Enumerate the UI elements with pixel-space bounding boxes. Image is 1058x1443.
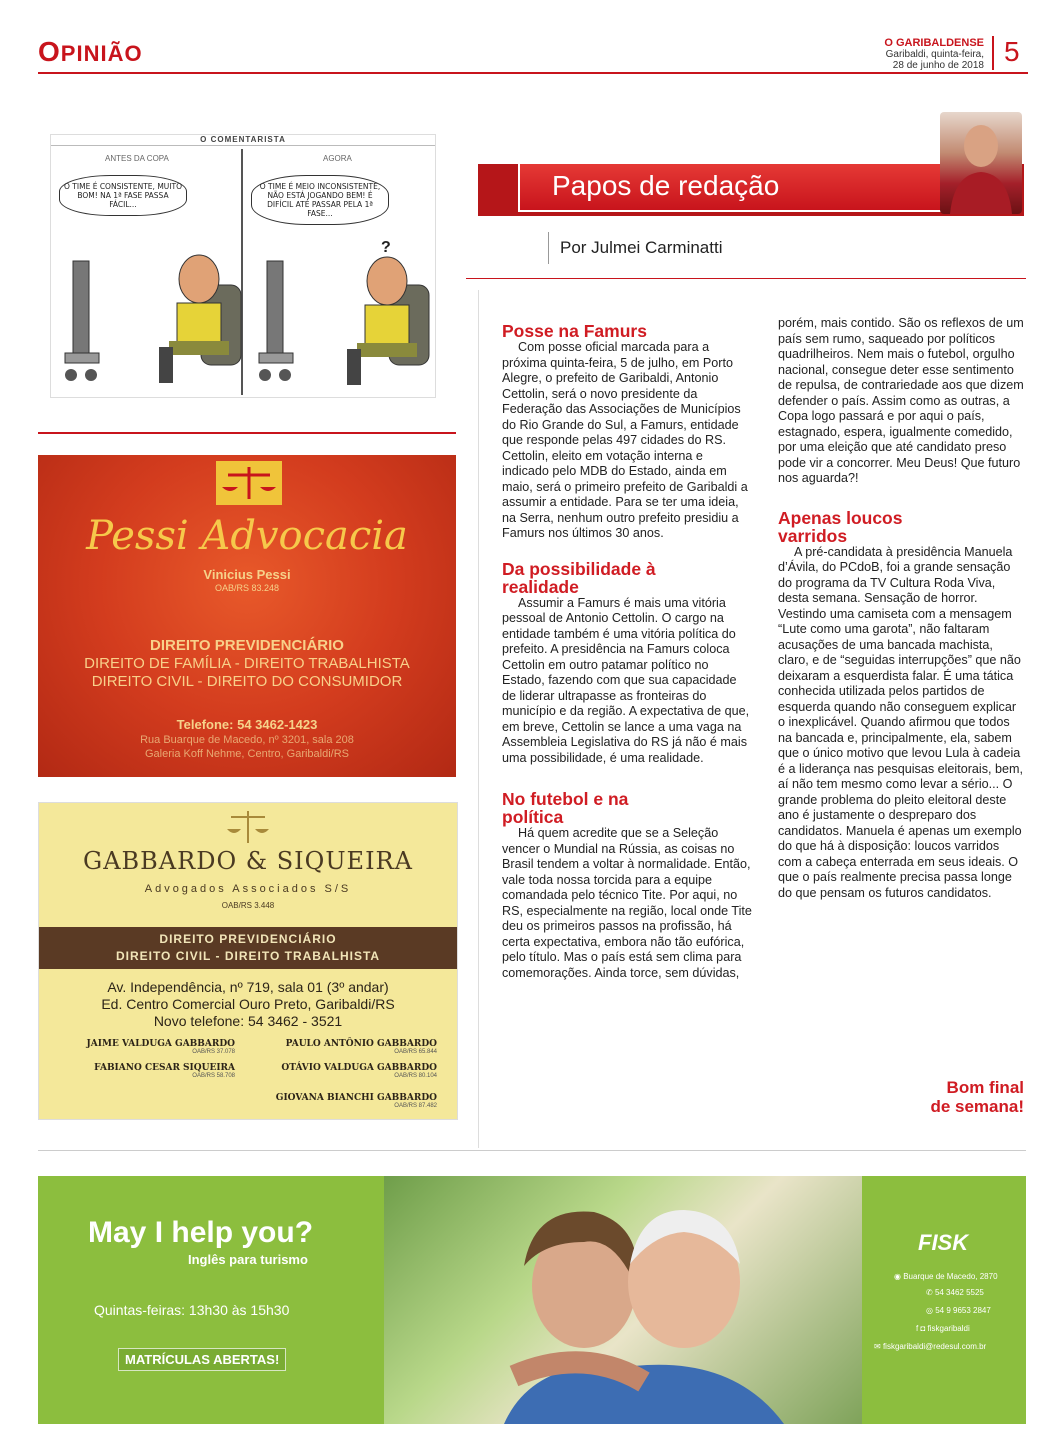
pessi-area-2: DIREITO DE FAMÍLIA - DIREITO TRABALHISTA [84,655,410,672]
closing-line-2: de semana! [930,1097,1024,1116]
pessi-oab: OAB/RS 83.248 [214,583,280,593]
enrollment-button[interactable]: MATRÍCULAS ABERTAS! [118,1348,286,1371]
section-heading-1: Posse na Famurs [502,321,647,341]
section-heading-4: Apenas loucos varridos [778,507,903,546]
fisk-schedule: Quintas-feiras: 13h30 às 15h30 [94,1302,290,1318]
closing-line-1: Bom final [946,1078,1024,1097]
header-rule [38,72,1028,74]
gabbardo-areas-band [39,927,457,969]
left-column-rule [38,432,456,434]
page-separator [992,36,994,70]
scales-icon [225,809,271,845]
left-speech-bubble: O TIME É CONSISTENTE, MUITO BOM! NA 1ª FASE PASSA FÁCIL... [59,175,187,216]
pessi-area-3: DIREITO CIVIL - DIREITO DO CONSUMIDOR [91,673,403,690]
byline: Por Julmei Carminatti [560,238,723,257]
gabbardo-name: GABBARDO & SIQUEIRA [83,847,413,875]
fisk-logo: FISK [918,1230,969,1255]
fisk-subhead: Inglês para turismo [188,1252,308,1267]
gabbardo-address-1: Av. Independência, nº 719, sala 01 (3º andar) [107,979,389,995]
whatsapp-icon: ◎ [926,1306,933,1315]
gabbardo-address-3: Novo telefone: 54 3462 - 3521 [153,1013,343,1029]
gabbardo-band-1: DIREITO PREVIDENCIÁRIO [159,932,337,946]
pessi-name: Pessi Advocacia [86,513,408,559]
lawyer-1: JAIME VALDUGA GABBARDO OAB/RS 37.078 [86,1039,235,1055]
gabbardo-siqueira-ad [38,802,458,1120]
fisk-email-row [874,1342,986,1351]
fisk-email: fiskgaribaldi@redesul.com.br [882,1342,987,1351]
pessi-address [38,733,456,761]
fisk-phone: 54 3462 5525 [934,1288,984,1297]
cartoon [50,134,436,398]
column-top-rule [466,278,1026,279]
cartoon-title: O COMENTARISTA [200,135,286,144]
section-text-3: Há quem acredite que se a Seleção vencer o Mundial na Rússia, as coisas no Brasil tendem a voltar à normalidade. Então, vale toda nossa torcida para a equipe comandada pelo técnico Tite. Por aqui, no RS, especialmente na região, local onde Tite deu os primeiros passos na profissão, há certa expectativa, embora não tão eufórica, pelo título. Mas o país está sem clima para comemorações. Ainda torce, sem dúvidas, [502,826,752,980]
fisk-whatsapp: 54 9 9653 2847 [935,1306,991,1315]
section-text-4: A pré-candidata à presidência Manuela d’Ávila, do PCdoB, foi a grande sensação do programa da TV Cultura Roda Viva, desta semana. Sensação de horror. Vestindo uma camiseta com a mensagem “Lute como uma garota”, não faltaram acusações de uma bancada machista, claro, e de “seguidas interrupções” que não deixaram a esquerdista falar. É uma tática conhecida utilizada pelos partidos de esquerda quando não conseguem explicar o inexplicável. Quando afirmou que todos na bancada e, principalmente, ela, sabem que o único motivo que levou Lula à cadeia é a liderança nas pesquisas eleitorais, bem, aí não tem mesmo como levar a sério... O grande problema do pleito eleitoral deste ano é justamente o despreparo dos candidatos. Manuela é apenas um exemplo do que há à disposição: loucos varridos com a cabeça enterrada em seus ideais. O que o país realmente precisa passa longe do que pensam os futuros candidatos. [778,544,1024,900]
lawyer-2: PAULO ANTÔNIO GABBARDO OAB/RS 65.844 [285,1039,437,1055]
fisk-address-row [894,1272,998,1281]
fisk-headline: May I help you? [88,1216,314,1249]
section-heading-3: No futebol e na política [502,789,629,827]
gabbardo-address-2: Ed. Centro Comercial Ouro Preto, Garibaldi/RS [101,996,395,1012]
left-panel-label: ANTES DA COPA [105,154,169,163]
email-icon: ✉ [874,1342,881,1351]
right-speech-bubble: O TIME É MEIO INCONSISTENTE, NÃO ESTÁ JOGANDO BEM! É DIFÍCIL ATÉ PASSAR PELA 1ª FASE... [251,175,389,225]
cartoon-drawing [51,135,435,397]
pessi-phone: Telefone: 54 3462-1423 [176,717,318,732]
phone-icon: ✆ [926,1288,933,1297]
gabbardo-oab: OAB/RS 3.448 [221,901,275,910]
section-text-2: Assumir a Famurs é mais uma vitória pessoal de Antonio Cettolin. O cargo na entidade também é uma vitória política do prefeito. A presidência na Famurs coloca Cettolin em outro patamar político no Estado, fazendo com que sua capacidade de liderar ultrapasse as fronteiras do município e da região. A expectativa de que, em breve, Cettolin se lance a uma vaga na Assembleia Legislativa do RS já não é mais uma possibilidade, é uma realidade. [502,595,750,765]
lawyer-4: OTÁVIO VALDUGA GABBARDO OAB/RS 80.104 [281,1063,437,1079]
pessi-areas [38,637,456,691]
pessi-advocacia-ad [38,455,456,777]
bottom-rule [38,1150,1026,1151]
closing-greeting [930,1078,1024,1116]
byline-rule [548,232,549,264]
masthead [884,38,984,71]
section-text-3-continued: porém, mais contido. São os reflexos de um país sem rumo, saqueado por políticos quadrilheiros. Nem mais o futebol, orgulho nacional, consegue deter esse sentimento de repulsa, de contrariedade aos que dizem defender o país. Assim como as outras, a Copa logo passará e por aqui o país, estagnado, espera, igualmente comedido, por uma eleição que até candidato preso pode vir a concorrer. Meu Deus! Que futuro nos aguarda?! [778,316,1024,485]
gabbardo-band-2: DIREITO CIVIL - DIREITO TRABALHISTA [115,949,381,963]
section-heading-2: Da possibilidade à realidade [502,558,656,597]
fisk-whatsapp-row [926,1306,991,1315]
pessi-address-2: Galeria Koff Nehme, Centro, Garibaldi/RS [145,748,349,760]
article-column-1 [502,322,752,981]
pessi-person: Vinicius Pessi [203,567,291,582]
page-number: 5 [1004,36,1020,67]
gabbardo-address [39,979,457,1030]
lawyer-5: GIOVANA BIANCHI GABBARDO OAB/RS 87.482 [275,1093,437,1109]
couple-photo [384,1176,862,1424]
fisk-ad [38,1176,1026,1424]
location-pin-icon: ◉ [894,1272,901,1281]
question-mark: ? [381,239,391,256]
lawyer-3: FABIANO CESAR SIQUEIRA OAB/RS 58.708 [94,1063,235,1079]
social-media-icon: f ◘ [916,1324,926,1333]
column-title: Papos de redação [518,162,942,212]
pessi-area-1: DIREITO PREVIDENCIÁRIO [150,637,344,654]
author-photo [940,112,1022,214]
article-column-2 [778,316,1024,901]
fisk-social-row [916,1324,970,1333]
fisk-address: Buarque de Macedo, 2870 [903,1272,998,1281]
dateline-1: Garibaldi, quinta-feira, [885,49,984,60]
fisk-phone-row [926,1288,984,1297]
section-title: OPINIÃO [38,36,143,67]
paper-name: O GARIBALDENSE [884,37,984,49]
fisk-social: fiskgaribaldi [927,1324,970,1333]
section-text-1: Com posse oficial marcada para a próxima quinta-feira, 5 de julho, em Porto Alegre, o prefeito de Garibaldi, Antonio Cettolin, será o novo presidente da Federação das Associações de Municípios do Rio Grande do Sul, a Famurs, entidade que responde pelas 497 cidades do RS. Cettolin, eleito em votação interna e indicado pelo MDB do Estado, ainda em maio, será o primeiro prefeito de Garibaldi a assumir a entidade. Para se ter uma ideia, na Serra, nenhum outro prefeito presidiu a Famurs nos últimos 30 anos. [502,340,748,540]
dateline-2: 28 de junho de 2018 [892,60,984,71]
column-left-rule [478,290,479,1148]
scales-logo-icon [216,461,282,505]
right-panel-label: AGORA [323,154,352,163]
gabbardo-subtitle: Advogados Associados S/S [144,883,352,895]
pessi-address-1: Rua Buarque de Macedo, nº 3201, sala 208 [140,734,354,746]
